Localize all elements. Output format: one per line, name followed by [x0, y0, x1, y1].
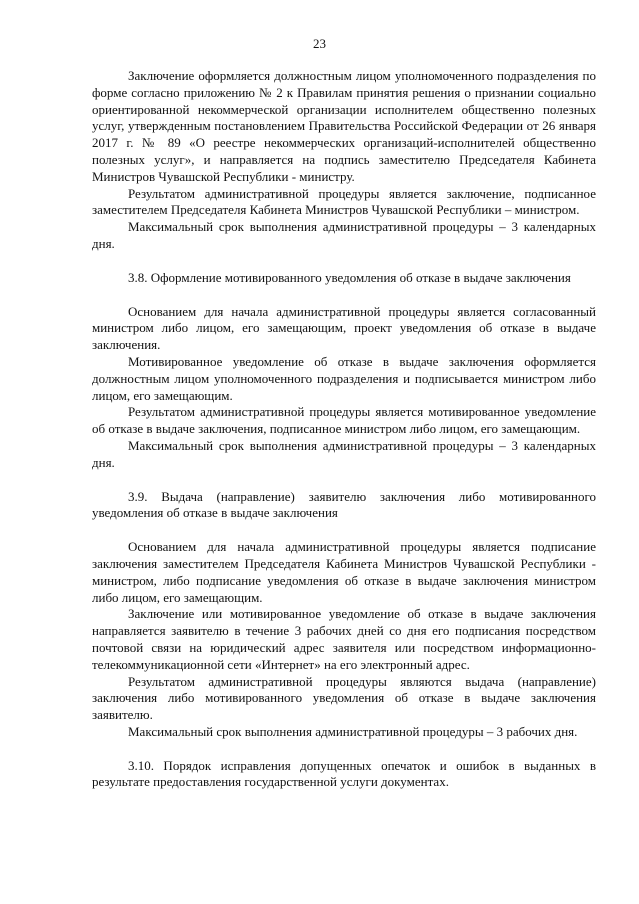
section-heading-3-10: 3.10. Порядок исправления допущенных опечаток и ошибок в выданных в результате предоставления государственной услуги документах.	[92, 757, 596, 790]
paragraph-result: Результатом административной процедуры является мотивированное уведомление об отказе в выдаче заключения, подписанное министром либо лицом, его замещающим.	[92, 404, 596, 437]
section-heading-3-8: 3.8. Оформление мотивированного уведомления об отказе в выдаче заключения	[128, 269, 571, 285]
paragraph-max-term: Максимальный срок выполнения административной процедуры – 3 рабочих дня.	[128, 723, 578, 739]
paragraph-delivery: Заключение или мотивированное уведомление об отказе в выдаче заключения направляется заявителю в течение 3 рабочих дней со дня его подписания посредством почтовой связи на юридический адрес заявителя или посредством информационно-телекоммуникационной сети «Интернет» на его электронный адрес.	[92, 606, 596, 672]
spacer	[92, 741, 596, 758]
paragraph-refusal-drafting: Мотивированное уведомление об отказе в выдаче заключения оформляется должностным лицом уполномоченного подразделения и подписывается министром либо лицом, его замещающим.	[92, 353, 596, 403]
document-body	[92, 68, 596, 791]
paragraph-result: Результатом административной процедуры является заключение, подписанное заместителем Председателя Кабинета Министров Чувашской Республики – министром.	[92, 185, 596, 218]
spacer	[92, 472, 596, 489]
paragraph-conclusion-drafting: Заключение оформляется должностным лицом уполномоченного подразделения по форме согласно приложению № 2 к Правилам принятия решения о признании социально ориентированной некоммерческой организации исполнителем общественно полезных услуг, утвержденным постановлением Правительства Российской Федерации от 26 января 2017 г. № 89 «О реестре некоммерческих организаций-исполнителей общественно полезных услуг», и направляется на подпись заместителю Председателя Кабинета Министров Чувашской Республики - министру.	[92, 68, 596, 184]
page-number: 23	[313, 36, 326, 51]
section-heading-3-9: 3.9. Выдача (направление) заявителю заключения либо мотивированного уведомления об отказе в выдаче заключения	[92, 488, 596, 521]
spacer	[92, 522, 596, 539]
paragraph-basis: Основанием для начала административной процедуры является согласованный министром либо лицом, его замещающим, проект уведомления об отказе в выдаче заключения.	[92, 303, 596, 353]
spacer	[92, 287, 596, 304]
paragraph-max-term: Максимальный срок выполнения административной процедуры – 3 календарных дня.	[92, 219, 596, 251]
paragraph-max-term: Максимальный срок выполнения административной процедуры – 3 календарных дня.	[92, 437, 596, 470]
paragraph-basis: Основанием для начала административной процедуры является подписание заключения заместителем Председателя Кабинета Министров Чувашской Республики - министром, либо подписание уведомления об отказе в выдаче заключения министром либо лицом, его замещающим.	[92, 539, 596, 605]
paragraph-result: Результатом административной процедуры являются выдача (направление) заключения либо мотивированного уведомления об отказе в выдаче заключения заявителю.	[92, 673, 596, 723]
spacer	[92, 253, 596, 270]
